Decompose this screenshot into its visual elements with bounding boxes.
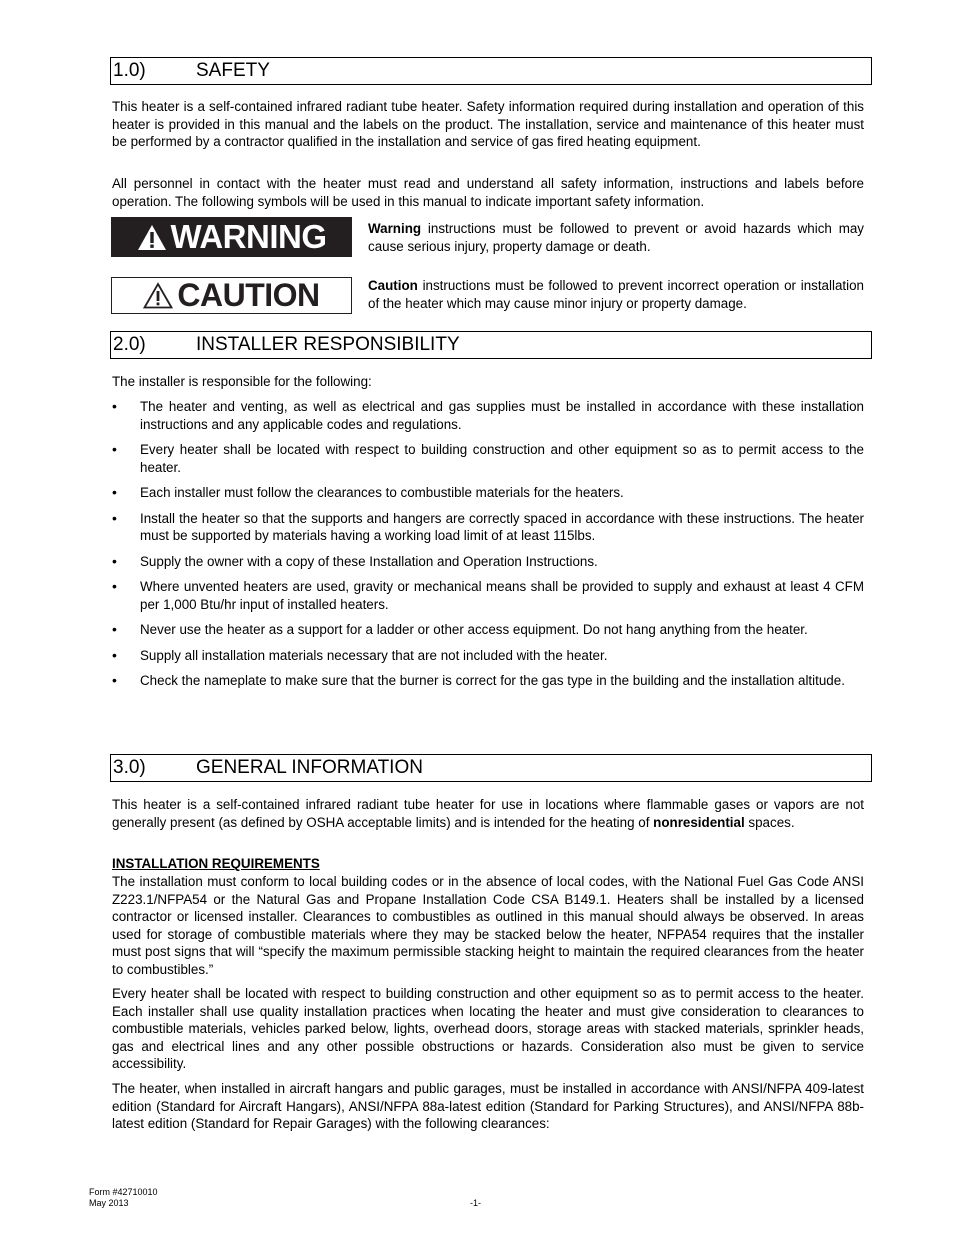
section-header-general bbox=[110, 754, 872, 782]
caution-word: Caution bbox=[368, 278, 418, 293]
installer-intro: The installer is responsible for the following: bbox=[112, 374, 372, 389]
warning-triangle-icon bbox=[137, 224, 167, 251]
section-title: INSTALLER RESPONSIBILITY bbox=[196, 334, 460, 355]
bullet-icon: • bbox=[112, 621, 117, 637]
bullet-icon: • bbox=[112, 552, 117, 569]
section-header-safety bbox=[110, 57, 872, 85]
warning-word: Warning bbox=[368, 221, 422, 236]
list-item: • Supply the owner with a copy of these Installation and Operation Instructions. bbox=[112, 552, 598, 569]
list-item: • Where unvented heaters are used, gravity or mechanical means shall be provided to supply and exhaust at least 4 CFM per 1,000 Btu/hr input of installed heaters. bbox=[112, 578, 864, 612]
warning-description bbox=[368, 220, 864, 255]
caution-label bbox=[111, 277, 352, 314]
bullet-icon: • bbox=[112, 672, 117, 688]
caution-label-text: CAUTION bbox=[177, 277, 320, 313]
safety-paragraph-1: This heater is a self-contained infrared radiant tube heater. Safety information required during installation and operation of this heater is provided in this manual and the labels on the product. The installation, service and maintenance of this heater must be performed by a contractor qualified in the installation and service of gas fired heating equipment. bbox=[112, 99, 864, 149]
warning-text: instructions must be followed to prevent or avoid hazards which may cause serious injury, property damage or death. bbox=[368, 221, 864, 254]
general-paragraph-2: The installation must conform to local building codes or in the absence of local codes, with the National Fuel Gas Code ANSI Z223.1/NFPA54 or the Natural Gas and Propane Installation Code CSA B149.1. Heaters shall be installed by a licensed contractor or licensed installer. Clearances to combustibles as outlined in this manual should always be observed. In areas used for storage of combustible materials where they may be stacked below the heater, NFPA54 requires that the installer must post signs that will “specify the maximum permissible stacking height to maintain the required clearances from the heater to combustibles.” bbox=[112, 874, 864, 977]
section-header-installer bbox=[110, 331, 872, 359]
list-item: • Every heater shall be located with respect to building construction and other equipment so as to permit access to the heater. bbox=[112, 441, 864, 475]
bullet-icon: • bbox=[112, 484, 117, 500]
caution-description bbox=[368, 277, 864, 312]
page-number: -1- bbox=[470, 1198, 481, 1208]
nonresidential-emphasis: nonresidential bbox=[653, 814, 745, 830]
bullet-icon: • bbox=[112, 578, 117, 594]
form-number: Form #42710010 bbox=[89, 1187, 158, 1197]
installation-requirements-heading: INSTALLATION REQUIREMENTS bbox=[112, 856, 320, 871]
general-paragraph-1: This heater is a self-contained infrared radiant tube heater for use in locations where flammable gases or vapors are not generally present (as defined by OSHA acceptable limits) and is intended for the heating of nonresidential spaces. bbox=[112, 797, 864, 830]
footer-form-info bbox=[89, 1187, 158, 1209]
installer-bullet-list bbox=[112, 398, 864, 698]
safety-paragraph-2: All personnel in contact with the heater must read and understand all safety information, instructions and labels before operation. The following symbols will be used in this manual to indicate important safety information. bbox=[112, 176, 864, 209]
section-number: 3.0) bbox=[113, 757, 146, 778]
bullet-icon: • bbox=[112, 441, 117, 457]
general-paragraph-3: Every heater shall be located with respect to building construction and other equipment so as to permit access to the heater. Each installer shall use quality installation practices when locating the heater and must give consideration to clearances to combustible materials, vehicles parked below, lights, overhead doors, storage areas with stacked materials, sprinkler heads, gas and electrical lines and any other possible obstructions or hazards. Consideration also must be given to service accessibility. bbox=[112, 986, 864, 1071]
form-date: May 2013 bbox=[89, 1198, 129, 1208]
list-item: • Check the nameplate to make sure that the burner is correct for the gas type in the building and the installation altitude. bbox=[112, 672, 845, 688]
list-item: • Install the heater so that the supports and hangers are correctly spaced in accordance with these instructions. The heater must be supported by materials having a working load limit of at least 115lbs. bbox=[112, 509, 864, 543]
list-item: • The heater and venting, as well as electrical and gas supplies must be installed in accordance with these installation instructions and any applicable codes and regulations. bbox=[112, 398, 864, 432]
section-title: GENERAL INFORMATION bbox=[196, 757, 423, 778]
bullet-icon: • bbox=[112, 646, 117, 663]
caution-triangle-icon bbox=[143, 282, 173, 309]
general-paragraph-4: The heater, when installed in aircraft hangars and public garages, must be installed in accordance with ANSI/NFPA 409-latest edition (Standard for Aircraft Hangars), ANSI/NFPA 88a-latest edition (Standard for Parking Structures), and ANSI/NFPA 88b-latest edition (Standard for Repair Garages) with the following clearances: bbox=[112, 1081, 864, 1131]
bullet-icon: • bbox=[112, 398, 117, 414]
list-item: • Each installer must follow the clearances to combustible materials for the heaters. bbox=[112, 484, 624, 500]
caution-text: instructions must be followed to prevent incorrect operation or installation of the heater which may cause minor injury or property damage. bbox=[368, 278, 864, 311]
section-number: 2.0) bbox=[113, 334, 146, 355]
warning-label-text: WARNING bbox=[170, 218, 327, 255]
bullet-icon: • bbox=[112, 509, 117, 526]
list-item: • Never use the heater as a support for a ladder or other access equipment. Do not hang anything from the heater. bbox=[112, 621, 808, 637]
list-item: • Supply all installation materials necessary that are not included with the heater. bbox=[112, 646, 608, 663]
section-title: SAFETY bbox=[196, 60, 270, 81]
section-number: 1.0) bbox=[113, 60, 146, 81]
warning-label bbox=[111, 217, 352, 257]
